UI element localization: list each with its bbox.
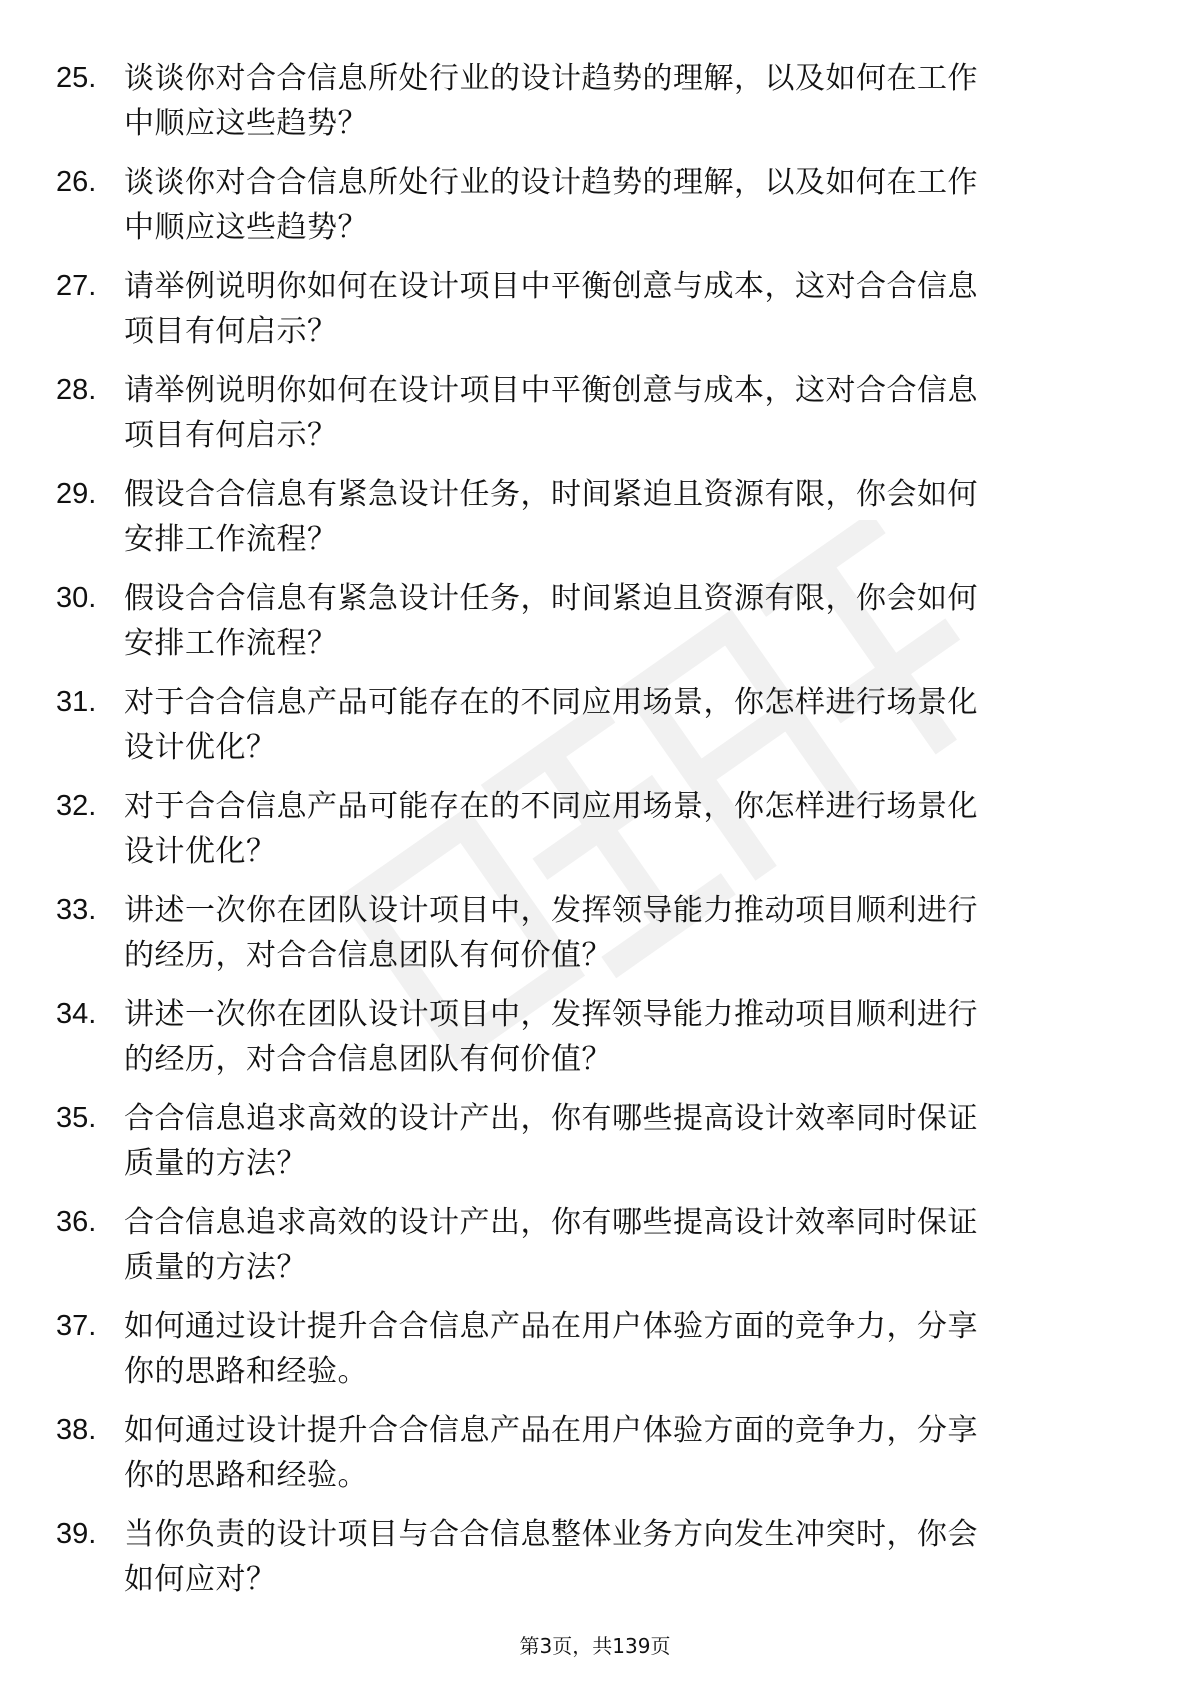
question-text xyxy=(124,160,1124,250)
list-item xyxy=(0,880,1190,984)
list-item xyxy=(0,568,1190,672)
question-text xyxy=(124,1200,1124,1290)
question-text xyxy=(124,472,1124,562)
question-line: 如何应对？ xyxy=(124,1562,277,1597)
question-line: 质量的方法？ xyxy=(124,1146,307,1181)
list-item xyxy=(0,984,1190,1088)
list-item xyxy=(0,1400,1190,1504)
list-item xyxy=(0,672,1190,776)
question-line: 质量的方法？ xyxy=(124,1250,307,1285)
question-number: 38. xyxy=(56,1414,97,1446)
question-line: 谈谈你对合合信息所处行业的设计趋势的理解，以及如何在工作 xyxy=(124,61,978,96)
question-number: 26. xyxy=(56,166,97,198)
list-item xyxy=(0,360,1190,464)
question-line: 中顺应这些趋势？ xyxy=(124,210,368,245)
question-text xyxy=(124,784,1124,874)
list-item xyxy=(0,1088,1190,1192)
question-text xyxy=(124,368,1124,458)
question-line: 谈谈你对合合信息所处行业的设计趋势的理解，以及如何在工作 xyxy=(124,165,978,200)
question-line: 合合信息追求高效的设计产出，你有哪些提高设计效率同时保证 xyxy=(124,1205,978,1240)
question-line: 的经历，对合合信息团队有何价值？ xyxy=(124,938,612,973)
question-line: 设计优化？ xyxy=(124,730,277,765)
question-number: 28. xyxy=(56,374,97,406)
question-text xyxy=(124,1096,1124,1186)
question-line: 安排工作流程？ xyxy=(124,626,338,661)
page-number: 第3页，共139页 xyxy=(519,1634,671,1658)
question-line: 安排工作流程？ xyxy=(124,522,338,557)
question-line: 请举例说明你如何在设计项目中平衡创意与成本，这对合合信息 xyxy=(124,269,978,304)
question-line: 设计优化？ xyxy=(124,834,277,869)
list-item xyxy=(0,256,1190,360)
question-number: 37. xyxy=(56,1310,97,1342)
question-text xyxy=(124,1512,1124,1602)
question-line: 的经历，对合合信息团队有何价值？ xyxy=(124,1042,612,1077)
question-number: 25. xyxy=(56,62,97,94)
question-text xyxy=(124,576,1124,666)
question-line: 对于合合信息产品可能存在的不同应用场景，你怎样进行场景化 xyxy=(124,685,978,720)
list-item xyxy=(0,776,1190,880)
question-number: 32. xyxy=(56,790,97,822)
question-text xyxy=(124,1408,1124,1498)
list-item xyxy=(0,152,1190,256)
question-line: 讲述一次你在团队设计项目中，发挥领导能力推动项目顺利进行 xyxy=(124,893,978,928)
question-line: 如何通过设计提升合合信息产品在用户体验方面的竞争力，分享 xyxy=(124,1413,978,1448)
question-number: 30. xyxy=(56,582,97,614)
question-text xyxy=(124,888,1124,978)
question-number: 29. xyxy=(56,478,97,510)
question-line: 如何通过设计提升合合信息产品在用户体验方面的竞争力，分享 xyxy=(124,1309,978,1344)
question-line: 项目有何启示？ xyxy=(124,418,338,453)
list-item xyxy=(0,464,1190,568)
list-item xyxy=(0,48,1190,152)
question-number: 31. xyxy=(56,686,97,718)
question-number: 34. xyxy=(56,998,97,1030)
question-line: 项目有何启示？ xyxy=(124,314,338,349)
question-number: 36. xyxy=(56,1206,97,1238)
question-line: 你的思路和经验。 xyxy=(124,1458,368,1493)
question-number: 39. xyxy=(56,1518,97,1550)
question-line: 合合信息追求高效的设计产出，你有哪些提高设计效率同时保证 xyxy=(124,1101,978,1136)
question-line: 假设合合信息有紧急设计任务，时间紧迫且资源有限，你会如何 xyxy=(124,477,978,512)
list-item xyxy=(0,1296,1190,1400)
question-line: 假设合合信息有紧急设计任务，时间紧迫且资源有限，你会如何 xyxy=(124,581,978,616)
question-list xyxy=(0,48,1190,1608)
question-text xyxy=(124,680,1124,770)
question-text xyxy=(124,1304,1124,1394)
list-item xyxy=(0,1192,1190,1296)
question-number: 35. xyxy=(56,1102,97,1134)
question-number: 33. xyxy=(56,894,97,926)
question-line: 你的思路和经验。 xyxy=(124,1354,368,1389)
question-line: 中顺应这些趋势？ xyxy=(124,106,368,141)
question-text xyxy=(124,56,1124,146)
question-line: 请举例说明你如何在设计项目中平衡创意与成本，这对合合信息 xyxy=(124,373,978,408)
question-line: 当你负责的设计项目与合合信息整体业务方向发生冲突时，你会 xyxy=(124,1517,978,1552)
question-number: 27. xyxy=(56,270,97,302)
question-text xyxy=(124,992,1124,1082)
list-item xyxy=(0,1504,1190,1608)
question-text xyxy=(124,264,1124,354)
question-line: 讲述一次你在团队设计项目中，发挥领导能力推动项目顺利进行 xyxy=(124,997,978,1032)
question-line: 对于合合信息产品可能存在的不同应用场景，你怎样进行场景化 xyxy=(124,789,978,824)
